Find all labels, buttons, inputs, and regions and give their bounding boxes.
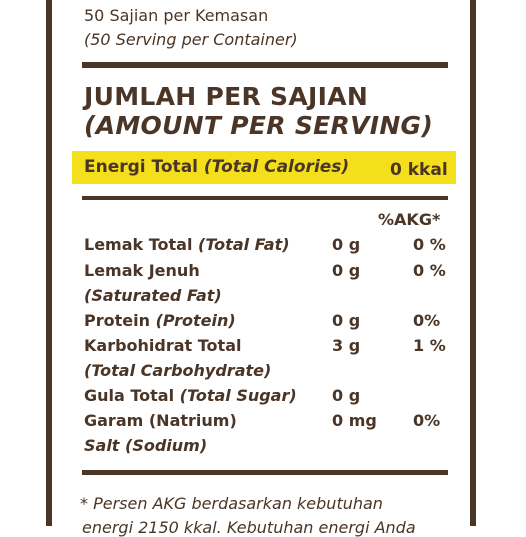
- row-protein-akg: 0%: [413, 311, 441, 330]
- row-total-fat-label: [84, 235, 290, 254]
- row-carbohydrate-label: [84, 336, 241, 355]
- row-label-en: (Total Sugar): [179, 386, 297, 405]
- row-sodium-value: 0 mg: [332, 411, 377, 430]
- row-saturated-fat-akg: 0 %: [413, 261, 446, 280]
- row-label-en: (Saturated Fat): [84, 286, 222, 305]
- energy-label-id: Energi Total: [84, 157, 204, 177]
- row-label-id: Lemak Jenuh: [84, 261, 200, 280]
- row-sodium-label: [84, 411, 237, 430]
- divider-medium: [82, 196, 448, 200]
- row-saturated-fat-label: [84, 261, 200, 280]
- row-label-en: (Total Fat): [198, 235, 290, 254]
- row-carbohydrate-akg: 1 %: [413, 336, 446, 355]
- amount-per-serving-heading-id: JUMLAH PER SAJIAN: [84, 82, 369, 111]
- energy-total-label: [84, 157, 349, 177]
- row-sodium-akg: 0%: [413, 411, 441, 430]
- serving-per-container-id: 50 Sajian per Kemasan: [84, 6, 269, 25]
- akg-footnote-continued: energi 2150 kkal. Kebutuhan energi Anda: [82, 518, 416, 537]
- row-sodium-en: [84, 436, 207, 455]
- row-protein-value: 0 g: [332, 311, 361, 330]
- label-border-right: [470, 0, 476, 526]
- row-label-id: Protein: [84, 311, 156, 330]
- row-label-en: (Total Carbohydrate): [84, 361, 272, 380]
- row-carbohydrate-value: 3 g: [332, 336, 361, 355]
- row-sugar-label: [84, 386, 297, 405]
- energy-total-value: 0 kkal: [390, 160, 448, 180]
- divider-bottom: [82, 470, 448, 475]
- row-total-fat-value: 0 g: [332, 235, 361, 254]
- row-label-id: Garam (Natrium): [84, 411, 237, 430]
- row-label-id: Gula Total: [84, 386, 180, 405]
- row-label-id: Lemak Total: [84, 235, 199, 254]
- row-label-en: Salt (Sodium): [84, 436, 208, 455]
- akg-column-header: %AKG*: [378, 210, 441, 229]
- serving-per-container-en: (50 Serving per Container): [84, 30, 298, 49]
- energy-label-en: (Total Calories): [203, 157, 350, 177]
- akg-footnote: * Persen AKG berdasarkan kebutuhan: [80, 494, 383, 513]
- row-label-en: (Protein): [155, 311, 236, 330]
- row-saturated-fat-en: [84, 286, 222, 305]
- label-border-left: [46, 0, 52, 526]
- row-saturated-fat-value: 0 g: [332, 261, 361, 280]
- divider-thick: [82, 62, 448, 68]
- row-total-fat-akg: 0 %: [413, 235, 446, 254]
- row-carbohydrate-en: [84, 361, 271, 380]
- amount-per-serving-heading-en: (AMOUNT PER SERVING): [84, 111, 434, 140]
- row-protein-label: [84, 311, 236, 330]
- row-label-id: Karbohidrat Total: [84, 336, 242, 355]
- row-sugar-value: 0 g: [332, 386, 361, 405]
